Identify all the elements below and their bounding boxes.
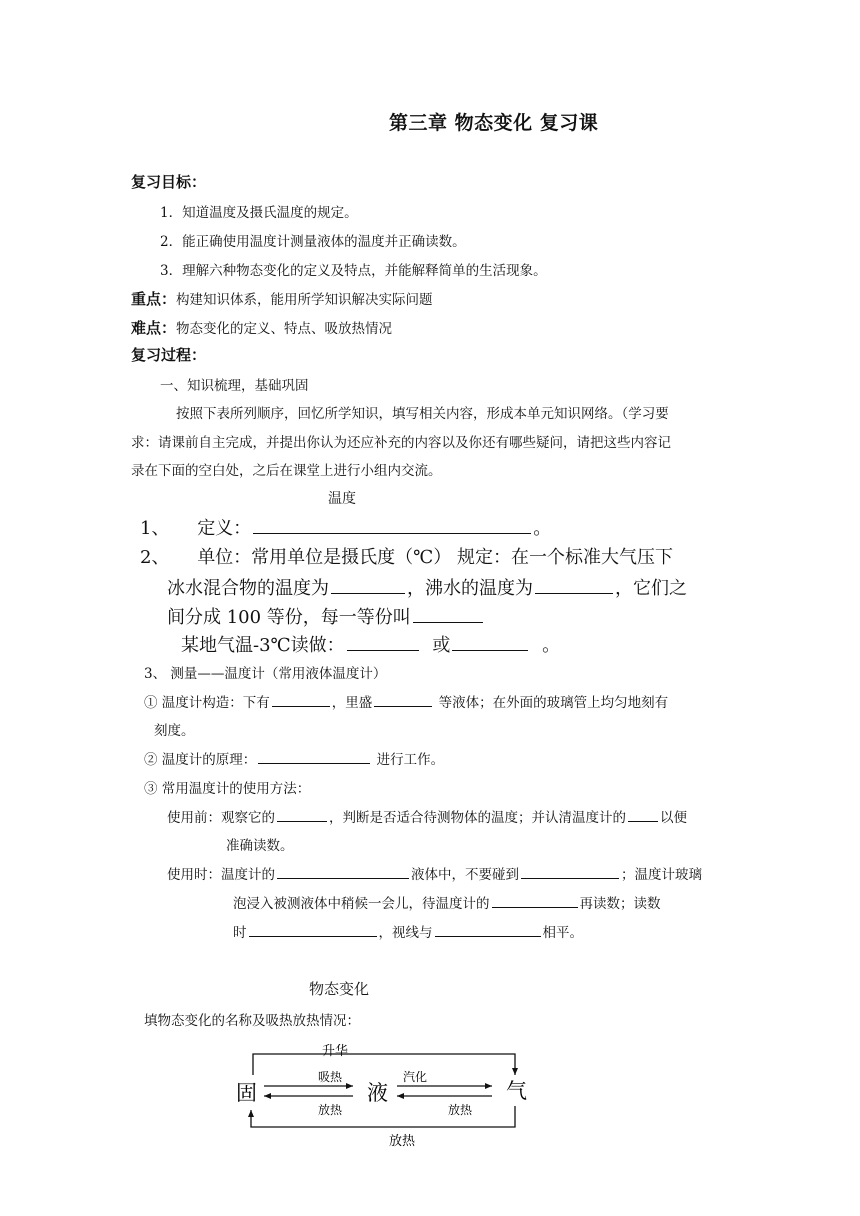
item-number: 2、 bbox=[140, 547, 170, 568]
liquid-label: 液 bbox=[367, 1081, 388, 1105]
item-text: ；温度计玻璃 bbox=[621, 867, 702, 883]
item-text: 某地气温-3℃读做： bbox=[181, 635, 345, 656]
item-text: 相平。 bbox=[542, 925, 583, 941]
goal-item: 3．理解六种物态变化的定义及特点，并能解释简单的生活现象。 bbox=[160, 263, 547, 279]
item-text: ② 温度计的原理： bbox=[144, 752, 257, 768]
item-text: 或 bbox=[432, 635, 451, 656]
deposition-arrow bbox=[251, 1106, 515, 1127]
process-heading: 复习过程： bbox=[131, 346, 207, 364]
sub-item-3: ③ 常用温度计的使用方法： bbox=[144, 781, 311, 797]
item-text: ，判断是否适合待测物体的温度；并认清温度计的 bbox=[329, 810, 626, 826]
temperature-heading: 温度 bbox=[328, 491, 356, 507]
item-text: 泡浸入被测液体中稍候一会儿，待温度计的 bbox=[233, 896, 490, 912]
temp-item-3: 3、 测量——温度计（常用液体温度计） bbox=[144, 666, 387, 682]
item-text: 使用前：观察它的 bbox=[167, 810, 275, 826]
goal-item: 2．能正确使用温度计测量液体的温度并正确读数。 bbox=[160, 234, 466, 250]
condensation-label: 放热 bbox=[448, 1103, 473, 1117]
item-text: 再读数；读数 bbox=[579, 896, 661, 912]
item-text: ，视线与 bbox=[378, 925, 433, 941]
page-title: 第三章 物态变化 复习课 bbox=[389, 112, 599, 134]
item-text: 以便 bbox=[660, 810, 687, 826]
item-text: 冰水混合物的温度为 bbox=[167, 578, 329, 599]
sublimation-label: 升华 bbox=[322, 1044, 349, 1059]
item-text: 等液体；在外面的玻璃管上均匀地刻有 bbox=[438, 695, 669, 711]
item-label: 定义： bbox=[197, 518, 252, 539]
intro-text-line: 求：请课前自主完成，并提出你认为还应补充的内容以及你还有哪些疑问，请把这些内容记 bbox=[131, 435, 671, 451]
sub-item-1-cont: 刻度。 bbox=[154, 723, 195, 739]
item-text: 单位：常用单位是摄氏度（℃） 规定：在一个标准大气压下 bbox=[197, 547, 674, 568]
key-point-label: 重点： bbox=[131, 290, 177, 308]
freezing-label: 放热 bbox=[318, 1103, 343, 1117]
usage-before-cont: 准确读数。 bbox=[226, 838, 294, 854]
item-number: 1、 bbox=[140, 518, 170, 539]
item-text: ，它们之 bbox=[615, 578, 687, 599]
intro-text-line: 按照下表所列顺序，回忆所学知识，填写相关内容，形成本单元知识网络。（学习要 bbox=[176, 406, 669, 422]
item-text: 使用时：温度计的 bbox=[167, 867, 275, 883]
item-text: ，沸水的温度为 bbox=[407, 578, 533, 599]
vaporization-label: 汽化 bbox=[403, 1070, 428, 1084]
item-text: ，里盛 bbox=[331, 695, 373, 711]
goal-item: 1．知道温度及摄氏温度的规定。 bbox=[160, 205, 358, 221]
item-text: 时 bbox=[233, 925, 247, 941]
intro-text-line: 录在下面的空白处，之后在课堂上进行小组内交流。 bbox=[131, 463, 442, 479]
difficulty-label: 难点： bbox=[131, 319, 177, 337]
item-text: 间分成 100 等份，每一等份叫 bbox=[167, 607, 411, 628]
item-end: 。 bbox=[533, 518, 552, 539]
gas-label: 气 bbox=[506, 1079, 527, 1103]
item-text: ① 温度计构造：下有 bbox=[144, 695, 270, 711]
goals-heading: 复习目标： bbox=[131, 173, 207, 191]
key-point-text: 构建知识体系，能用所学知识解决实际问题 bbox=[176, 292, 433, 308]
solid-label: 固 bbox=[236, 1081, 257, 1105]
deposition-label: 放热 bbox=[389, 1134, 416, 1149]
difficulty-text: 物态变化的定义、特点、吸放热情况 bbox=[176, 321, 393, 337]
phase-instruction: 填物态变化的名称及吸热放热情况： bbox=[144, 1013, 360, 1029]
item-text: 。 bbox=[542, 635, 561, 656]
item-text: 液体中，不要碰到 bbox=[411, 867, 519, 883]
section-heading: 一、知识梳理，基础巩固 bbox=[160, 378, 309, 394]
phase-heading: 物态变化 bbox=[309, 980, 370, 998]
melting-label: 吸热 bbox=[318, 1070, 343, 1084]
sublimation-arrow bbox=[253, 1054, 515, 1075]
item-text: 进行工作。 bbox=[376, 752, 445, 768]
